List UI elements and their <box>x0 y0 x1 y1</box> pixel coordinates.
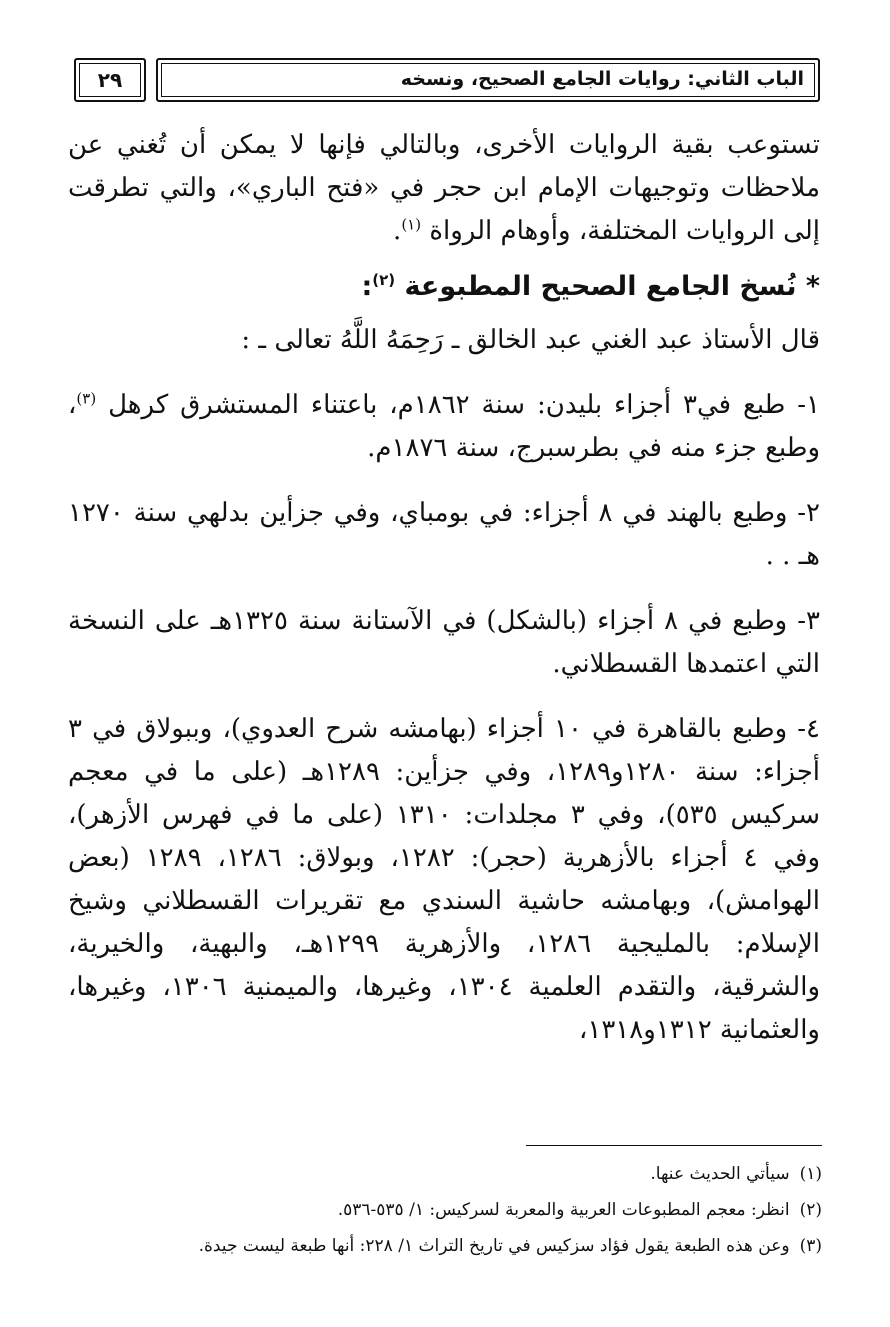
footnote-text: سيأتي الحديث عنها. <box>650 1164 790 1184</box>
footnote-number: (١) <box>799 1164 822 1184</box>
footnote-divider <box>526 1145 822 1146</box>
footnote-1 <box>70 1156 822 1192</box>
chapter-title: الباب الثاني: روايات الجامع الصحيح، ونسخه <box>400 68 804 90</box>
section-heading: * نُسخ الجامع الصحيح المطبوعة $^{(٢)}$: <box>361 271 820 302</box>
list-item-2: ٢- وطبع بالهند في ٨ أجزاء: في بومباي، وفي جزأين بدلهي سنة ١٢٧٠ هـ . . <box>68 498 820 571</box>
chapter-title-frame <box>156 58 820 102</box>
footnote-3 <box>70 1228 822 1264</box>
running-header <box>74 58 820 106</box>
footnote-text: انظر: معجم المطبوعات العربية والمعربة لسركيس: ١/ ٥٣٥-٥٣٦. <box>337 1200 790 1220</box>
list-item-4: ٤- وطبع بالقاهرة في ١٠ أجزاء (بهامشه شرح العدوي)، وببولاق في ٣ أجزاء: سنة ١٢٨٠و١٢٨٩، وفي جزأين: ١٢٨٩هـ (على ما في معجم سركيس ٥٣٥)، وفي ٣ مجلدات: ١٣١٠ (على ما في فهرس الأزهر)، وفي ٤ أجزاء بالأزهرية (حجر): ١٢٨٢، وبولاق: ١٢٨٦، ١٢٨٩ (بعض الهوامش)، وبهامشه حاشية السندي مع تقريرات القسطلاني وشيخ الإسلام: بالمليجية ١٢٨٦، والأزهرية ١٢٩٩هـ، والبهية، والخيرية، والشرقية، والتقدم العلمية ١٣٠٤، وغيرها، والميمنية ١٣٠٦، وغيرها، والعثمانية ١٣١٢و١٣١٨، <box>68 714 821 1045</box>
page-number: ٢٩ <box>97 68 123 92</box>
footnote-ref-2[interactable]: (٢) <box>372 271 396 289</box>
list-item-1: ١- طبع في٣ أجزاء بليدن: سنة ١٨٦٢م، باعتناء المستشرق كرهل $^{(٣)}$، وطبع جزء منه في بطرسبرج، سنة ١٨٧٦م. <box>68 389 820 463</box>
paragraph-intro: تستوعب بقية الروايات الأخرى، وبالتالي فإنها لا يمكن أن تُغني عن ملاحظات وتوجيهات الإمام ابن حجر في «فتح الباري»، والتي تطرقت إلى الروايات المختلفة، وأوهام الرواة $^{(١)}$. <box>68 130 820 246</box>
footnote-2 <box>70 1192 822 1228</box>
quote-intro: قال الأستاذ عبد الغني عبد الخالق ـ رَحِمَهُ اللَّهُ تعالى ـ : <box>241 325 820 355</box>
footnote-ref-1[interactable]: (١) <box>401 215 422 234</box>
footnotes <box>70 1156 822 1264</box>
main-text <box>68 124 820 1052</box>
footnote-ref-3[interactable]: (٣) <box>76 389 97 408</box>
page-number-frame <box>74 58 146 102</box>
footnote-number: (٢) <box>799 1200 822 1220</box>
list-item-3: ٣- وطبع في ٨ أجزاء (بالشكل) في الآستانة سنة ١٣٢٥هـ على النسخة التي اعتمدها القسطلاني. <box>68 606 820 679</box>
footnote-number: (٣) <box>799 1236 822 1256</box>
footnote-text: وعن هذه الطبعة يقول فؤاد سزكيس في تاريخ التراث ١/ ٢٢٨: أنها طبعة ليست جيدة. <box>198 1236 790 1256</box>
